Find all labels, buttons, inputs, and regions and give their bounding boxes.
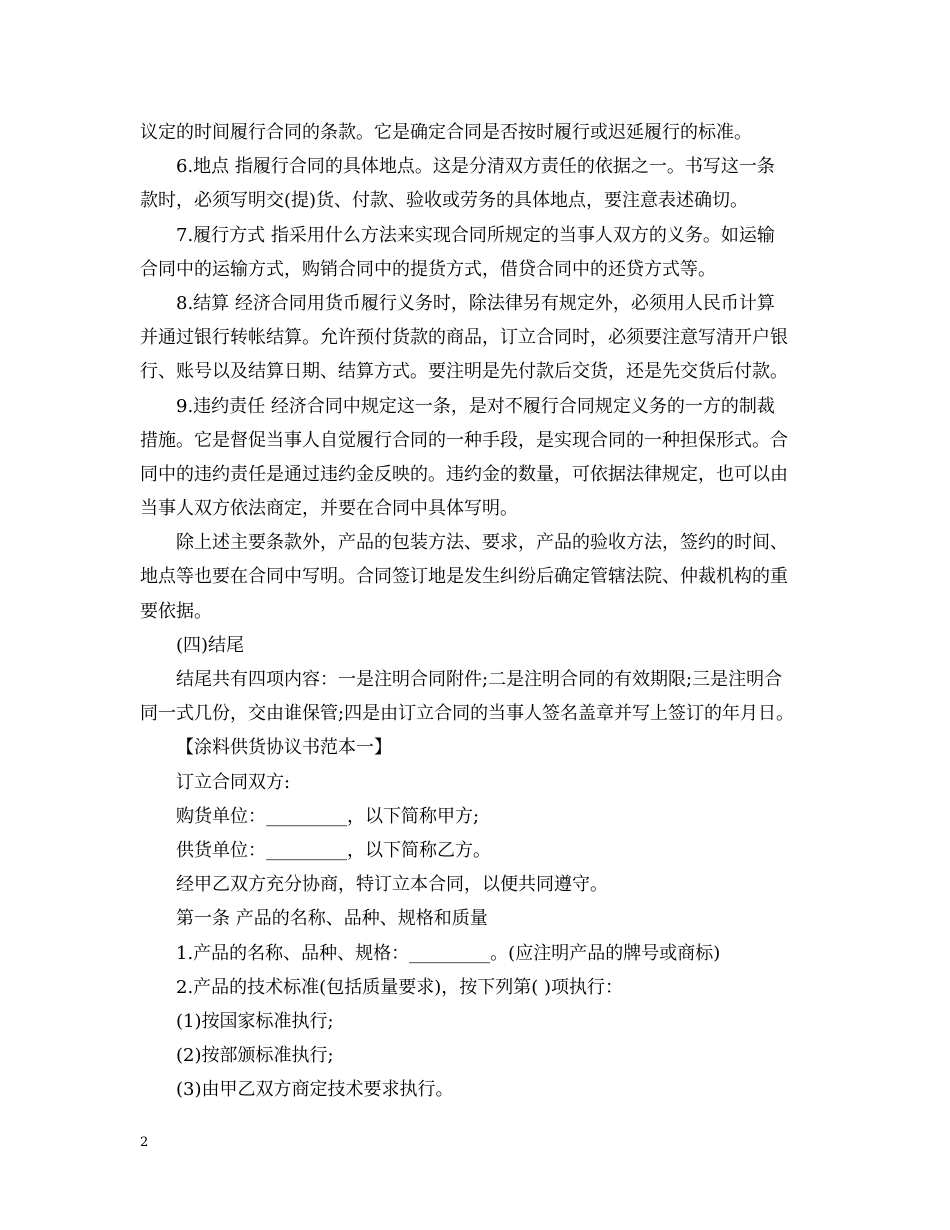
other-clauses-paragraph: 除上述主要条款外，产品的包装方法、要求，产品的验收方法，签约的时间、 bbox=[176, 532, 788, 554]
section-heading-ending: (四)结尾 bbox=[176, 634, 245, 656]
document-body bbox=[140, 116, 812, 1107]
standard-option-3: (3)由甲乙双方商定技术要求执行。 bbox=[176, 1079, 454, 1101]
article-1-heading: 第一条 产品的名称、品种、规格和质量 bbox=[176, 908, 488, 930]
text-line-12: 当事人双方依法商定，并要在合同中具体写明。 bbox=[140, 498, 518, 520]
standard-option-2: (2)按部颁标准执行; bbox=[176, 1045, 334, 1067]
agreement-statement: 经甲乙双方充分协商，特订立本合同，以便共同遵守。 bbox=[176, 874, 608, 896]
text-line-7: 并通过银行转帐结算。允许预付货款的商品，订立合同时，必须要注意写清开户银 bbox=[140, 327, 788, 349]
text-line-14: 地点等也要在合同中写明。合同签订地是发生纠纷后确定管辖法院、仲裁机构的重 bbox=[140, 566, 788, 588]
text-line-18: 同一式几份，交由谁保管;四是由订立合同的当事人签名盖章并写上签订的年月日。 bbox=[140, 703, 795, 725]
text-line-8: 行、账号以及结算日期、结算方式。要注明是先付款后交货，还是先交货后付款。 bbox=[140, 361, 788, 383]
supplier-line: 供货单位：_________，以下简称乙方。 bbox=[176, 839, 491, 861]
text-line-1: 议定的时间履行合同的条款。它是确定合同是否按时履行或迟延履行的标准。 bbox=[140, 122, 752, 143]
standard-option-1: (1)按国家标准执行; bbox=[176, 1010, 334, 1032]
clause-8-settlement: 8.结算 经济合同用货币履行义务时，除法律另有规定外，必须用人民币计算 bbox=[176, 292, 775, 314]
sample-title: 【涂料供货协议书范本一】 bbox=[176, 737, 392, 759]
text-line-5: 合同中的运输方式，购销合同中的提货方式，借贷合同中的还贷方式等。 bbox=[140, 258, 716, 280]
clause-9-liability: 9.违约责任 经济合同中规定这一条，是对不履行合同规定义务的一方的制裁 bbox=[176, 395, 775, 417]
text-line-15: 要依据。 bbox=[140, 600, 212, 622]
clause-7-performance-method: 7.履行方式 指采用什么方法来实现合同所规定的当事人双方的义务。如运输 bbox=[176, 224, 775, 246]
clause-6-location: 6.地点 指履行合同的具体地点。这是分清双方责任的依据之一。书写这一条 bbox=[176, 156, 775, 178]
text-line-3: 款时，必须写明交(提)货、付款、验收或劳务的具体地点，要注意表述确切。 bbox=[140, 190, 749, 212]
ending-paragraph: 结尾共有四项内容：一是注明合同附件;二是注明合同的有效期限;三是注明合 bbox=[176, 669, 783, 690]
technical-standard-item: 2.产品的技术标准(包括质量要求)，按下列第( )项执行： bbox=[176, 976, 623, 998]
buyer-line: 购货单位：_________，以下简称甲方; bbox=[176, 805, 480, 827]
text-line-11: 同中的违约责任是通过违约金反映的。违约金的数量，可依据法律规定，也可以由 bbox=[140, 463, 788, 485]
text-line-10: 措施。它是督促当事人自觉履行合同的一种手段，是实现合同的一种担保形式。合 bbox=[140, 429, 788, 451]
page-number: 2 bbox=[140, 1135, 149, 1150]
parties-heading: 订立合同双方: bbox=[176, 771, 291, 793]
product-name-item: 1.产品的名称、品种、规格：_________。(应注明产品的牌号或商标) bbox=[176, 942, 721, 964]
